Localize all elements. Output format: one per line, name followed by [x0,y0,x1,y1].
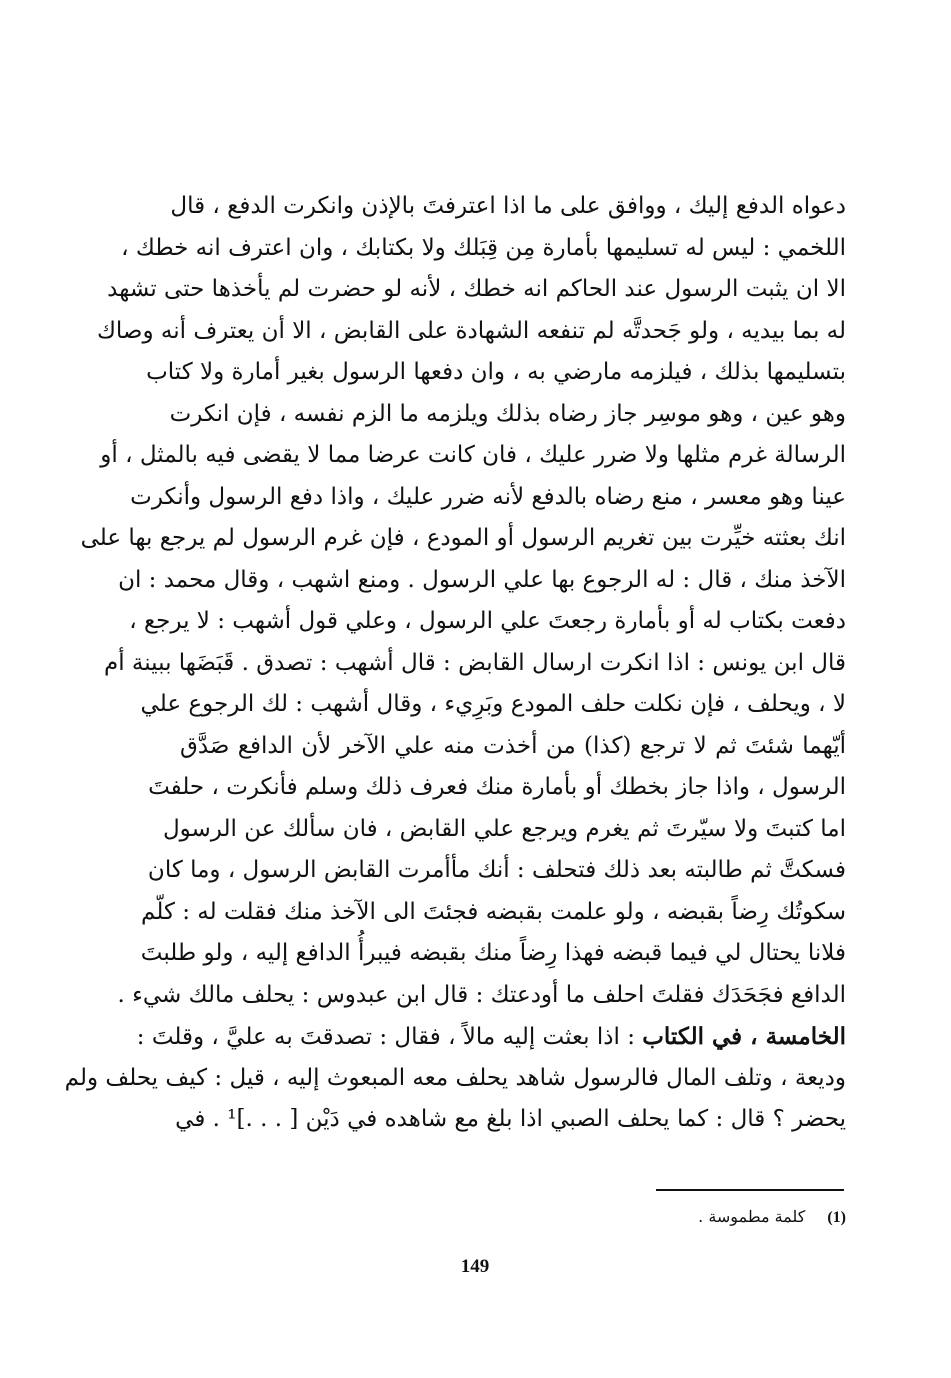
footnote-divider [656,1189,844,1191]
text-line: أيّهما شئتَ ثم لا ترجع (كذا) من أخذت منه علي الآخر لأن الدافع صَدَّق [180,732,846,759]
text-line: بتسليمها بذلك ، فيلزمه مارضي به ، وان دفعها الرسول بغير أمارة ولا كتاب [146,359,846,385]
text-line: اما كتبتَ ولا سيّرتَ ثم يغرم ويرجع علي القابض ، فان سألك عن الرسول [162,815,846,842]
text-line: اللخمي : ليس له تسليمها بأمارة مِن قِبَلك ولا بكتابك ، وان اعترف انه خطك ، [121,234,846,261]
text-line: يحضر ؟ قال : كما يحلف الصبي اذا بلغ مع شاهده في دَيْن [ . . .]¹ . في [175,1106,846,1132]
text-line: انك بعثته خيِّرت بين تغريم الرسول أو المودع ، فإن غرم الرسول لم يرجع بها على [80,525,846,551]
paragraph-heading-line [136,1016,846,1058]
text-line: فلانا يحتال لي فيما قبضه فهذا رِضاً منك بقبضه فيبرأُ الدافع إليه ، ولو طلبتَ [140,940,846,966]
text-line: الدافع فجَحَدَك فقلتَ احلف ما أودعتك : قال ابن عبدوس : يحلف مالك شيء . [117,981,846,1008]
text-line: الا ان يثبت الرسول عند الحاكم انه خطك ، لأنه لو حضرت لم يأخذها حتى تشهد [107,276,846,302]
text-line: دفعت بكتاب له أو بأمارة رجعتَ علي الرسول ، وعلي قول أشهب : لا يرجع ، [129,608,846,634]
text-line: الرسول ، واذا جاز بخطك أو بأمارة منك فعرف ذلك وسلم فأنكرت ، حلفتَ [148,774,846,800]
text-line: الرسالة غرم مثلها ولا ضرر عليك ، فان كانت عرضا مما لا يقضى فيه بالمثل ، أو [100,442,846,468]
heading-line-text: : اذا بعثت إليه مالاً ، فقال : تصدقتَ به عليَّ ، وقلتَ : [136,1024,643,1050]
text-line: عينا وهو معسر ، منع رضاه بالدفع لأنه ضرر عليك ، واذا دفع الرسول وأنكرت [130,483,846,510]
text-line: دعواه الدفع إليك ، ووافق على ما اذا اعترفتَ بالإذن وانكرت الدفع ، قال [170,193,846,219]
page-number: 149 [460,1256,490,1277]
main-text [64,186,846,1141]
text-line: سكوتُك رِضاً بقبضه ، ولو علمت بقبضه فجئتَ الى الآخذ منك فقلت له : كلّم [141,898,846,925]
footnote [560,1203,846,1232]
text-line: وهو عين ، وهو موسِر جاز رضاه بذلك ويلزمه ما الزم نفسه ، فإن انكرت [169,400,846,427]
section-heading: الخامسة ، في الكتاب [642,1023,846,1050]
text-line: لا ، ويحلف ، فإن نكلت حلف المودع وبَرِيء ، وقال أشهب : لك الرجوع علي [140,691,846,717]
footnote-text: كلمة مطموسة . [698,1207,806,1226]
footnote-number: (1) [827,1209,846,1226]
text-line: فسكتَّ ثم طالبته بعد ذلك فتحلف : أنك مأأمرت القابض الرسول ، وما كان [147,857,846,883]
text-line: قال ابن يونس : اذا انكرت ارسال القابض : قال أشهب : تصدق . قَبَضَها ببينة أم [103,649,846,676]
text-line: له بما بيديه ، ولو جَحدتَّه لم تنفعه الشهادة على القابض ، الا أن يعترف أنه وصاك [96,317,846,344]
text-line: وديعة ، وتلف المال فالرسول شاهد يحلف معه المبعوث إليه ، قيل : كيف يحلف ولم [64,1064,846,1091]
text-line: الآخذ منك ، قال : له الرجوع بها علي الرسول . ومنع اشهب ، وقال محمد : ان [118,566,846,593]
